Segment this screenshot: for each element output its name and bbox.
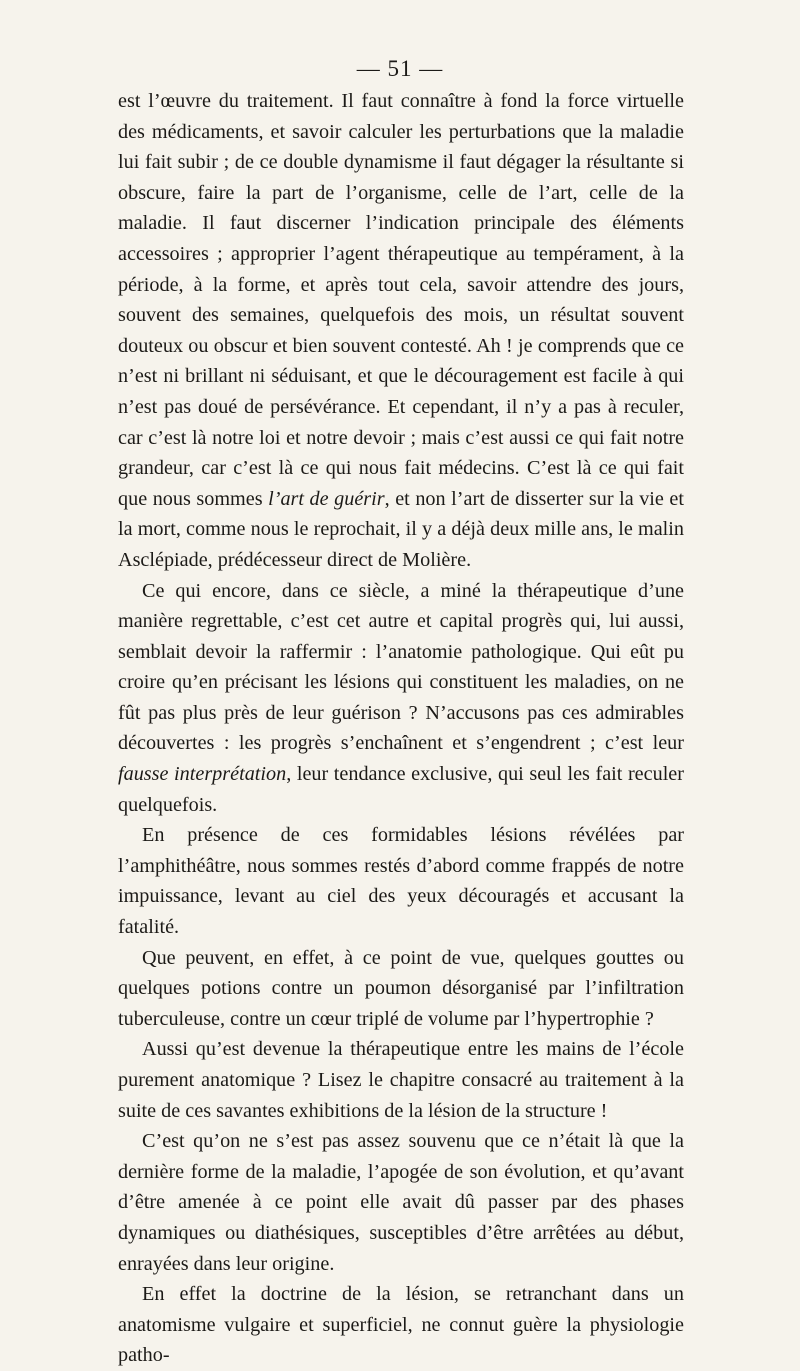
paragraph-4: Que peuvent, en effet, à ce point de vue, quelques gouttes ou quelques potions contre un poumon désorganisé par l’infiltration tuberculeuse, contre un cœur triplé de volume par l’hypertrophie ? <box>118 946 684 1030</box>
page-number: — 51 — <box>356 56 444 81</box>
body-text <box>118 86 684 1371</box>
paragraph-5: Aussi qu’est devenue la thérapeutique entre les mains de l’école purement anatomique ? Lisez le chapitre consacré au traitement à la suite de ces savantes exhibitions de la lésion de la structure ! <box>118 1038 684 1122</box>
paragraph-2-text-b: , leur tendance exclusive, qui seul les fait reculer quelquefois. <box>118 763 684 816</box>
paragraph-7: En effet la doctrine de la lésion, se retranchant dans un anatomisme vulgaire et superficiel, ne connut guère la physiologie patho- <box>118 1283 684 1367</box>
paragraph-2-emphasis: fausse interprétation <box>118 763 287 786</box>
paragraph-2-text-a: Ce qui encore, dans ce siècle, a miné la thérapeutique d’une manière regrettable, c’est cet autre et capital progrès qui, lui aussi, semblait devoir la raffermir : l’anatomie pathologique. Qui eût pu croire qu’en précisant les lésions qui constituent les maladies, on ne fût pas plus près de leur guérison ? N’accusons pas ces admirables découvertes : les progrès s’enchaînent et s’engendrent ; c’est leur <box>118 579 684 755</box>
paragraph-3: En présence de ces formidables lésions révélées par l’amphithéâtre, nous sommes restés d’abord comme frappés de notre impuissance, levant au ciel des yeux découragés et accusant la fatalité. <box>118 824 684 939</box>
paragraph-1-text-b: , et non l’art de disserter sur la vie et la mort, comme nous le reprochait, il y a déjà deux mille ans, le malin Asclépiade, prédécesseur direct de Molière. <box>118 487 684 571</box>
paragraph-1-emphasis: l’art de guérir <box>268 487 385 510</box>
paragraph-6: C’est qu’on ne s’est pas assez souvenu que ce n’était là que la dernière forme de la maladie, l’apogée de son évolution, et qu’avant d’être amenée à ce point elle avait dû passer par des phases dynamiques ou diathésiques, susceptibles d’être arrêtées au début, enrayées dans leur origine. <box>118 1130 684 1275</box>
paragraph-1-text-a: est l’œuvre du traitement. Il faut connaître à fond la force virtuelle des médicaments, et savoir calculer les perturbations que la maladie lui fait subir ; de ce double dynamisme il faut dégager la résultante si obscure, faire la part de l’organisme, celle de l’art, celle de la maladie. Il faut discerner l’indication principale des éléments accessoires ; approprier l’agent thérapeutique au tempérament, à la période, à la forme, et après tout cela, savoir attendre des jours, souvent des semaines, quelquefois des mois, un résultat souvent douteux ou obscur et bien souvent contesté. Ah ! je comprends que ce n’est ni brillant ni séduisant, et que le découragement est facile à qui n’est pas doué de persévérance. Et cependant, il n’y a pas à reculer, car c’est là notre loi et notre devoir ; mais c’est aussi ce qui fait notre grandeur, car c’est là ce qui nous fait médecins. C’est là ce qui fait que nous sommes <box>118 90 684 510</box>
paragraph-2 <box>118 576 684 821</box>
paragraph-1 <box>118 86 684 576</box>
